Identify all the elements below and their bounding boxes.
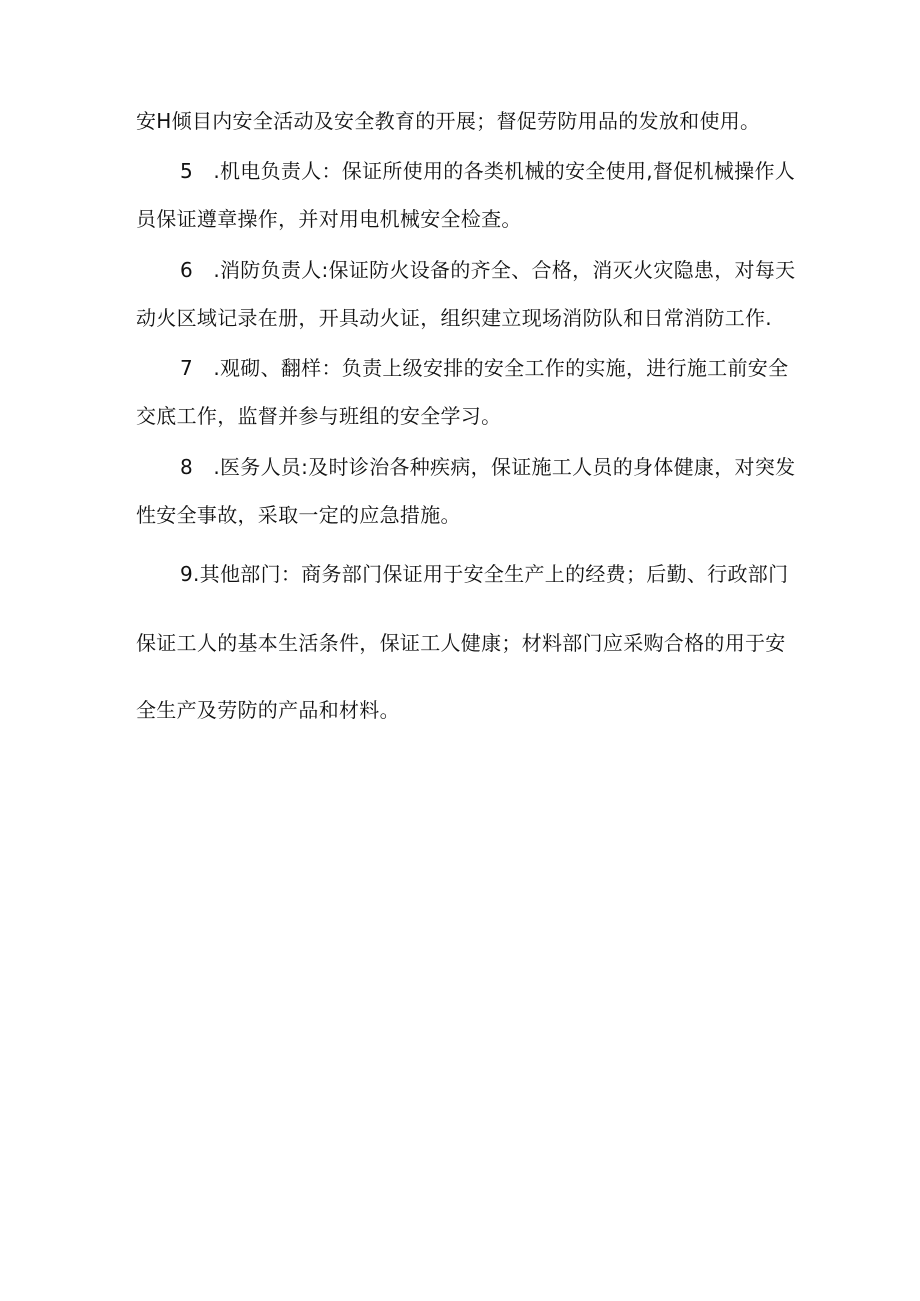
paragraph-9-line-1: 9.其他部门：商务部门保证用于安全生产上的经费；后勤、行政部门 xyxy=(180,562,789,586)
paragraph-5-line-2: 员保证遵章操作，并对用电机械安全检查。 xyxy=(136,207,522,231)
paragraph-6-line-1: 6 .消防负责人:保证防火设备的齐全、合格，消灭火灾隐患，对每天 xyxy=(180,258,796,282)
paragraph-8-line-2: 性安全事故，采取一定的应急措施。 xyxy=(136,503,461,527)
paragraph-8-line-1: 8 .医务人员:及时诊治各种疾病，保证施工人员的身体健康，对突发 xyxy=(180,455,796,479)
paragraph-7-line-1: 7 .观砌、翻样：负责上级安排的安全工作的实施，进行施工前安全 xyxy=(180,356,789,380)
paragraph-5-line-1: 5 .机电负责人：保证所使用的各类机械的安全使用,督促机械操作人 xyxy=(180,159,796,183)
paragraph-9-line-3: 全生产及劳防的产品和材料。 xyxy=(136,698,400,722)
paragraph-6-line-2: 动火区域记录在册，开具动火证，组织建立现场消防队和日常消防工作. xyxy=(136,306,772,330)
text-line: 安H倾目内安全活动及安全教育的开展；督促劳防用品的发放和使用。 xyxy=(136,109,761,133)
paragraph-7-line-2: 交底工作，监督并参与班组的安全学习。 xyxy=(136,404,502,428)
paragraph-9-line-2: 保证工人的基本生活条件，保证工人健康；材料部门应采购合格的用于安 xyxy=(136,631,786,655)
